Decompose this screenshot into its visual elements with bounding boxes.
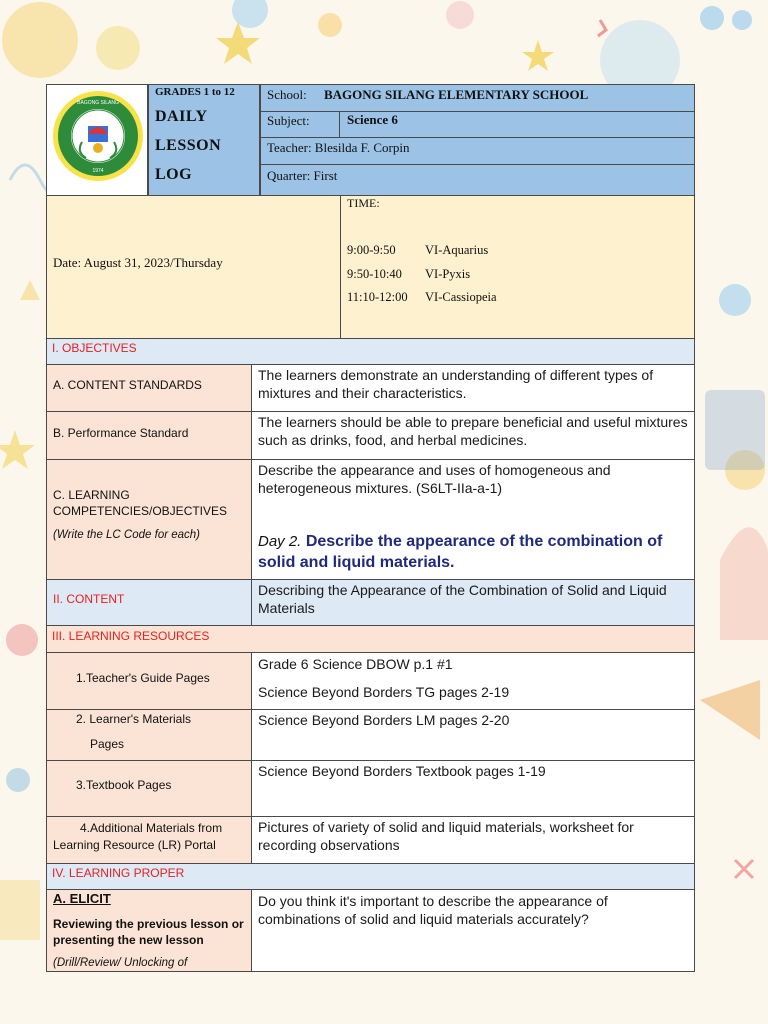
- title-lesson: LESSON: [155, 137, 222, 154]
- slot-section: VI-Aquarius: [425, 243, 489, 257]
- title-log: LOG: [155, 166, 193, 183]
- elicit-text: Do you think it's important to describe the appearance of combinations of solid and liquid materials accurately?: [258, 893, 608, 927]
- school-label: School:: [267, 87, 307, 102]
- tg-label: 1.Teacher's Guide Pages: [76, 671, 210, 685]
- subject-label: Subject:: [267, 113, 310, 128]
- grades-label: GRADES 1 to 12: [155, 86, 235, 98]
- time-slot-2: [347, 267, 470, 282]
- tb-label: 3.Textbook Pages: [76, 778, 172, 792]
- day-text: Describe the appearance of the combination of solid and liquid materials.: [258, 533, 663, 571]
- competencies-label: C. LEARNING COMPETENCIES/OBJECTIVES: [53, 488, 228, 518]
- school-seal: [52, 90, 144, 182]
- date-text: Date: August 31, 2023/Thursday: [53, 255, 223, 270]
- subject-value: Science 6: [347, 112, 398, 127]
- school-value: BAGONG SILANG ELEMENTARY SCHOOL: [324, 87, 589, 102]
- objectives-heading: I. OBJECTIVES: [52, 341, 137, 355]
- lm-label-2: Pages: [90, 737, 125, 751]
- svg-text:BAGONG SILANG: BAGONG SILANG: [77, 100, 119, 106]
- content-standards-label: A. CONTENT STANDARDS: [53, 378, 202, 392]
- title-daily: DAILY: [155, 108, 208, 125]
- performance-label: B. Performance Standard: [53, 426, 189, 440]
- slot-time: 11:10-12:00: [347, 290, 408, 304]
- slot-time: 9:50-10:40: [347, 267, 402, 281]
- performance-text: The learners should be able to prepare beneficial and useful mixtures such as drinks, food, and herbal medicines.: [258, 414, 688, 448]
- time-label: TIME:: [347, 196, 380, 210]
- content-heading: II. CONTENT: [53, 592, 125, 606]
- tg-line1: Grade 6 Science DBOW p.1 #1: [258, 656, 453, 672]
- additional-label-1: 4.Additional Materials from: [80, 821, 223, 835]
- day-objective: [258, 531, 688, 573]
- resources-heading: III. LEARNING RESOURCES: [52, 629, 210, 643]
- additional-label-2: Learning Resource (LR) Portal: [53, 838, 216, 852]
- slot-section: VI-Cassiopeia: [425, 290, 497, 304]
- lm-text: Science Beyond Borders LM pages 2-20: [258, 712, 510, 728]
- slot-time: 9:00-9:50: [347, 243, 396, 257]
- competencies-note: (Write the LC Code for each): [53, 529, 201, 541]
- time-slot-3: [347, 290, 497, 305]
- slot-section: VI-Pyxis: [425, 267, 471, 281]
- tg-line2: Science Beyond Borders TG pages 2-19: [258, 684, 510, 700]
- content-text: Describing the Appearance of the Combination of Solid and Liquid Materials: [258, 582, 667, 616]
- elicit-note: (Drill/Review/ Unlocking of: [53, 957, 188, 969]
- elicit-label: A. ELICIT: [53, 891, 111, 906]
- competencies-text: Describe the appearance and uses of homogeneous and heterogeneous mixtures. (S6LT-IIa-a-1): [258, 462, 611, 496]
- teacher-text: Teacher: Blesilda F. Corpin: [267, 140, 410, 155]
- additional-text: Pictures of variety of solid and liquid materials, worksheet for recording observations: [258, 819, 634, 853]
- content-standards-text: The learners demonstrate an understanding of different types of mixtures and their characteristics.: [258, 367, 654, 401]
- objectives-heading-row: [46, 338, 695, 365]
- day-label: Day 2.: [258, 533, 302, 550]
- tb-text: Science Beyond Borders Textbook pages 1-19: [258, 763, 546, 779]
- quarter-text: Quarter: First: [267, 168, 338, 183]
- lm-label-1: 2. Learner's Materials: [76, 712, 192, 726]
- proper-heading: IV. LEARNING PROPER: [52, 866, 185, 880]
- time-slot-1: [347, 243, 488, 258]
- svg-text:1974: 1974: [92, 168, 104, 174]
- elicit-subtitle: Reviewing the previous lesson or presenting the new lesson: [53, 917, 244, 947]
- competencies-label-cell: [46, 459, 252, 580]
